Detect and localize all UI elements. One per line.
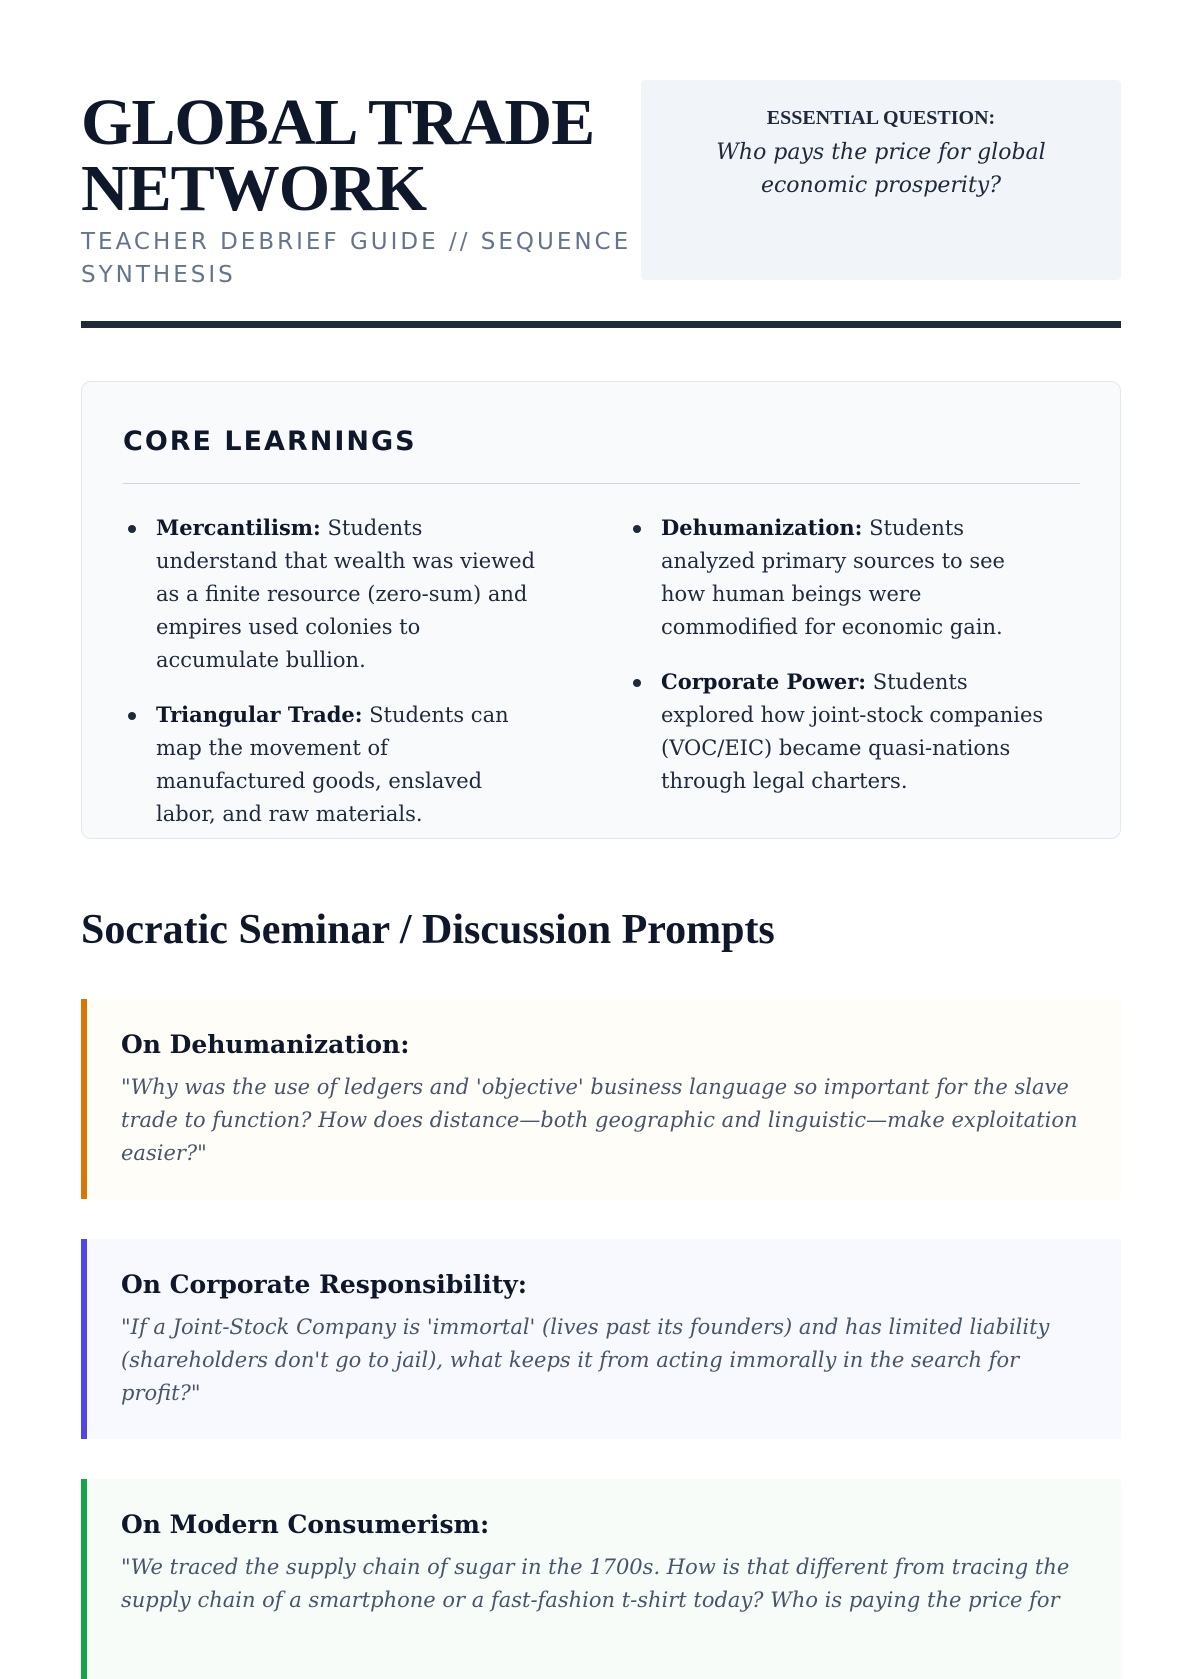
- core-learning-term: Corporate Power:: [661, 669, 867, 694]
- prompt-question: "If a Joint-Stock Company is 'immortal' (lives past its founders) and has limited liability (shareholders don't go to jail), what keeps it from acting immorally in the search for profit?": [121, 1315, 1050, 1405]
- bullet-dot: [128, 525, 136, 533]
- core-learnings-title: CORE LEARNINGS: [123, 426, 417, 457]
- prompt-heading: On Dehumanization:: [121, 1030, 410, 1059]
- core-learnings-list-left: [123, 511, 543, 852]
- discussion-prompt-dehumanization: [81, 999, 1121, 1199]
- bullet-dot: [633, 525, 641, 533]
- prompt-heading: On Modern Consumerism:: [121, 1510, 490, 1539]
- core-learnings-divider: [123, 483, 1080, 484]
- core-learning-term: Triangular Trade:: [156, 702, 363, 727]
- discussion-prompt-corporate-responsibility: [81, 1239, 1121, 1439]
- core-learning-term: Mercantilism:: [156, 515, 321, 540]
- page-title-line-2: NETWORK: [81, 152, 427, 225]
- core-learning-text: Students understand that wealth was viewed as a finite resource (zero-sum) and empires used colonies to accumulate bullion.: [156, 516, 536, 672]
- prompt-question: "Why was the use of ledgers and 'objective' business language so important for the slave trade to function? How does distance—both geographic and linguistic—make exploitation easier?": [121, 1075, 1078, 1165]
- page-header: [81, 80, 1121, 288]
- discussion-section-title: Socratic Seminar / Discussion Prompts: [81, 907, 775, 953]
- core-learning-text: Students can map the movement of manufactured goods, enslaved labor, and raw materials.: [156, 703, 509, 826]
- core-learning-term: Dehumanization:: [661, 515, 863, 540]
- page-title-line-1: GLOBAL TRADE: [81, 86, 595, 159]
- essential-question-label: ESSENTIAL QUESTION:: [766, 107, 996, 129]
- core-learning-text: Students analyzed primary sources to see how human beings were commodified for economic gain.: [661, 516, 1005, 639]
- core-learnings-card: [81, 381, 1121, 839]
- discussion-prompt-modern-consumerism: [81, 1479, 1121, 1679]
- title-block: [81, 86, 641, 292]
- header-divider: [81, 321, 1121, 328]
- essential-question-text: Who pays the price for global economic prosperity?: [716, 140, 1046, 198]
- bullet-dot: [633, 679, 641, 687]
- page-subtitle: TEACHER DEBRIEF GUIDE // SEQUENCE SYNTHESIS: [81, 229, 632, 288]
- core-learnings-list-right: [628, 511, 1048, 819]
- core-learning-item: [123, 511, 543, 677]
- prompt-question: "We traced the supply chain of sugar in the 1700s. How is that different from tracing the supply chain of a smartphone or a fast-fashion t-shirt today? Who is paying the price for: [121, 1555, 1070, 1612]
- page-title: [81, 86, 641, 225]
- essential-question-box: [641, 80, 1121, 280]
- bullet-dot: [128, 712, 136, 720]
- core-learning-item: [628, 511, 1048, 644]
- core-learning-text: Students explored how joint-stock companies (VOC/EIC) became quasi-nations through legal charters.: [661, 670, 1044, 793]
- prompt-heading: On Corporate Responsibility:: [121, 1270, 528, 1299]
- core-learning-item: [123, 698, 543, 831]
- core-learning-item: [628, 665, 1048, 798]
